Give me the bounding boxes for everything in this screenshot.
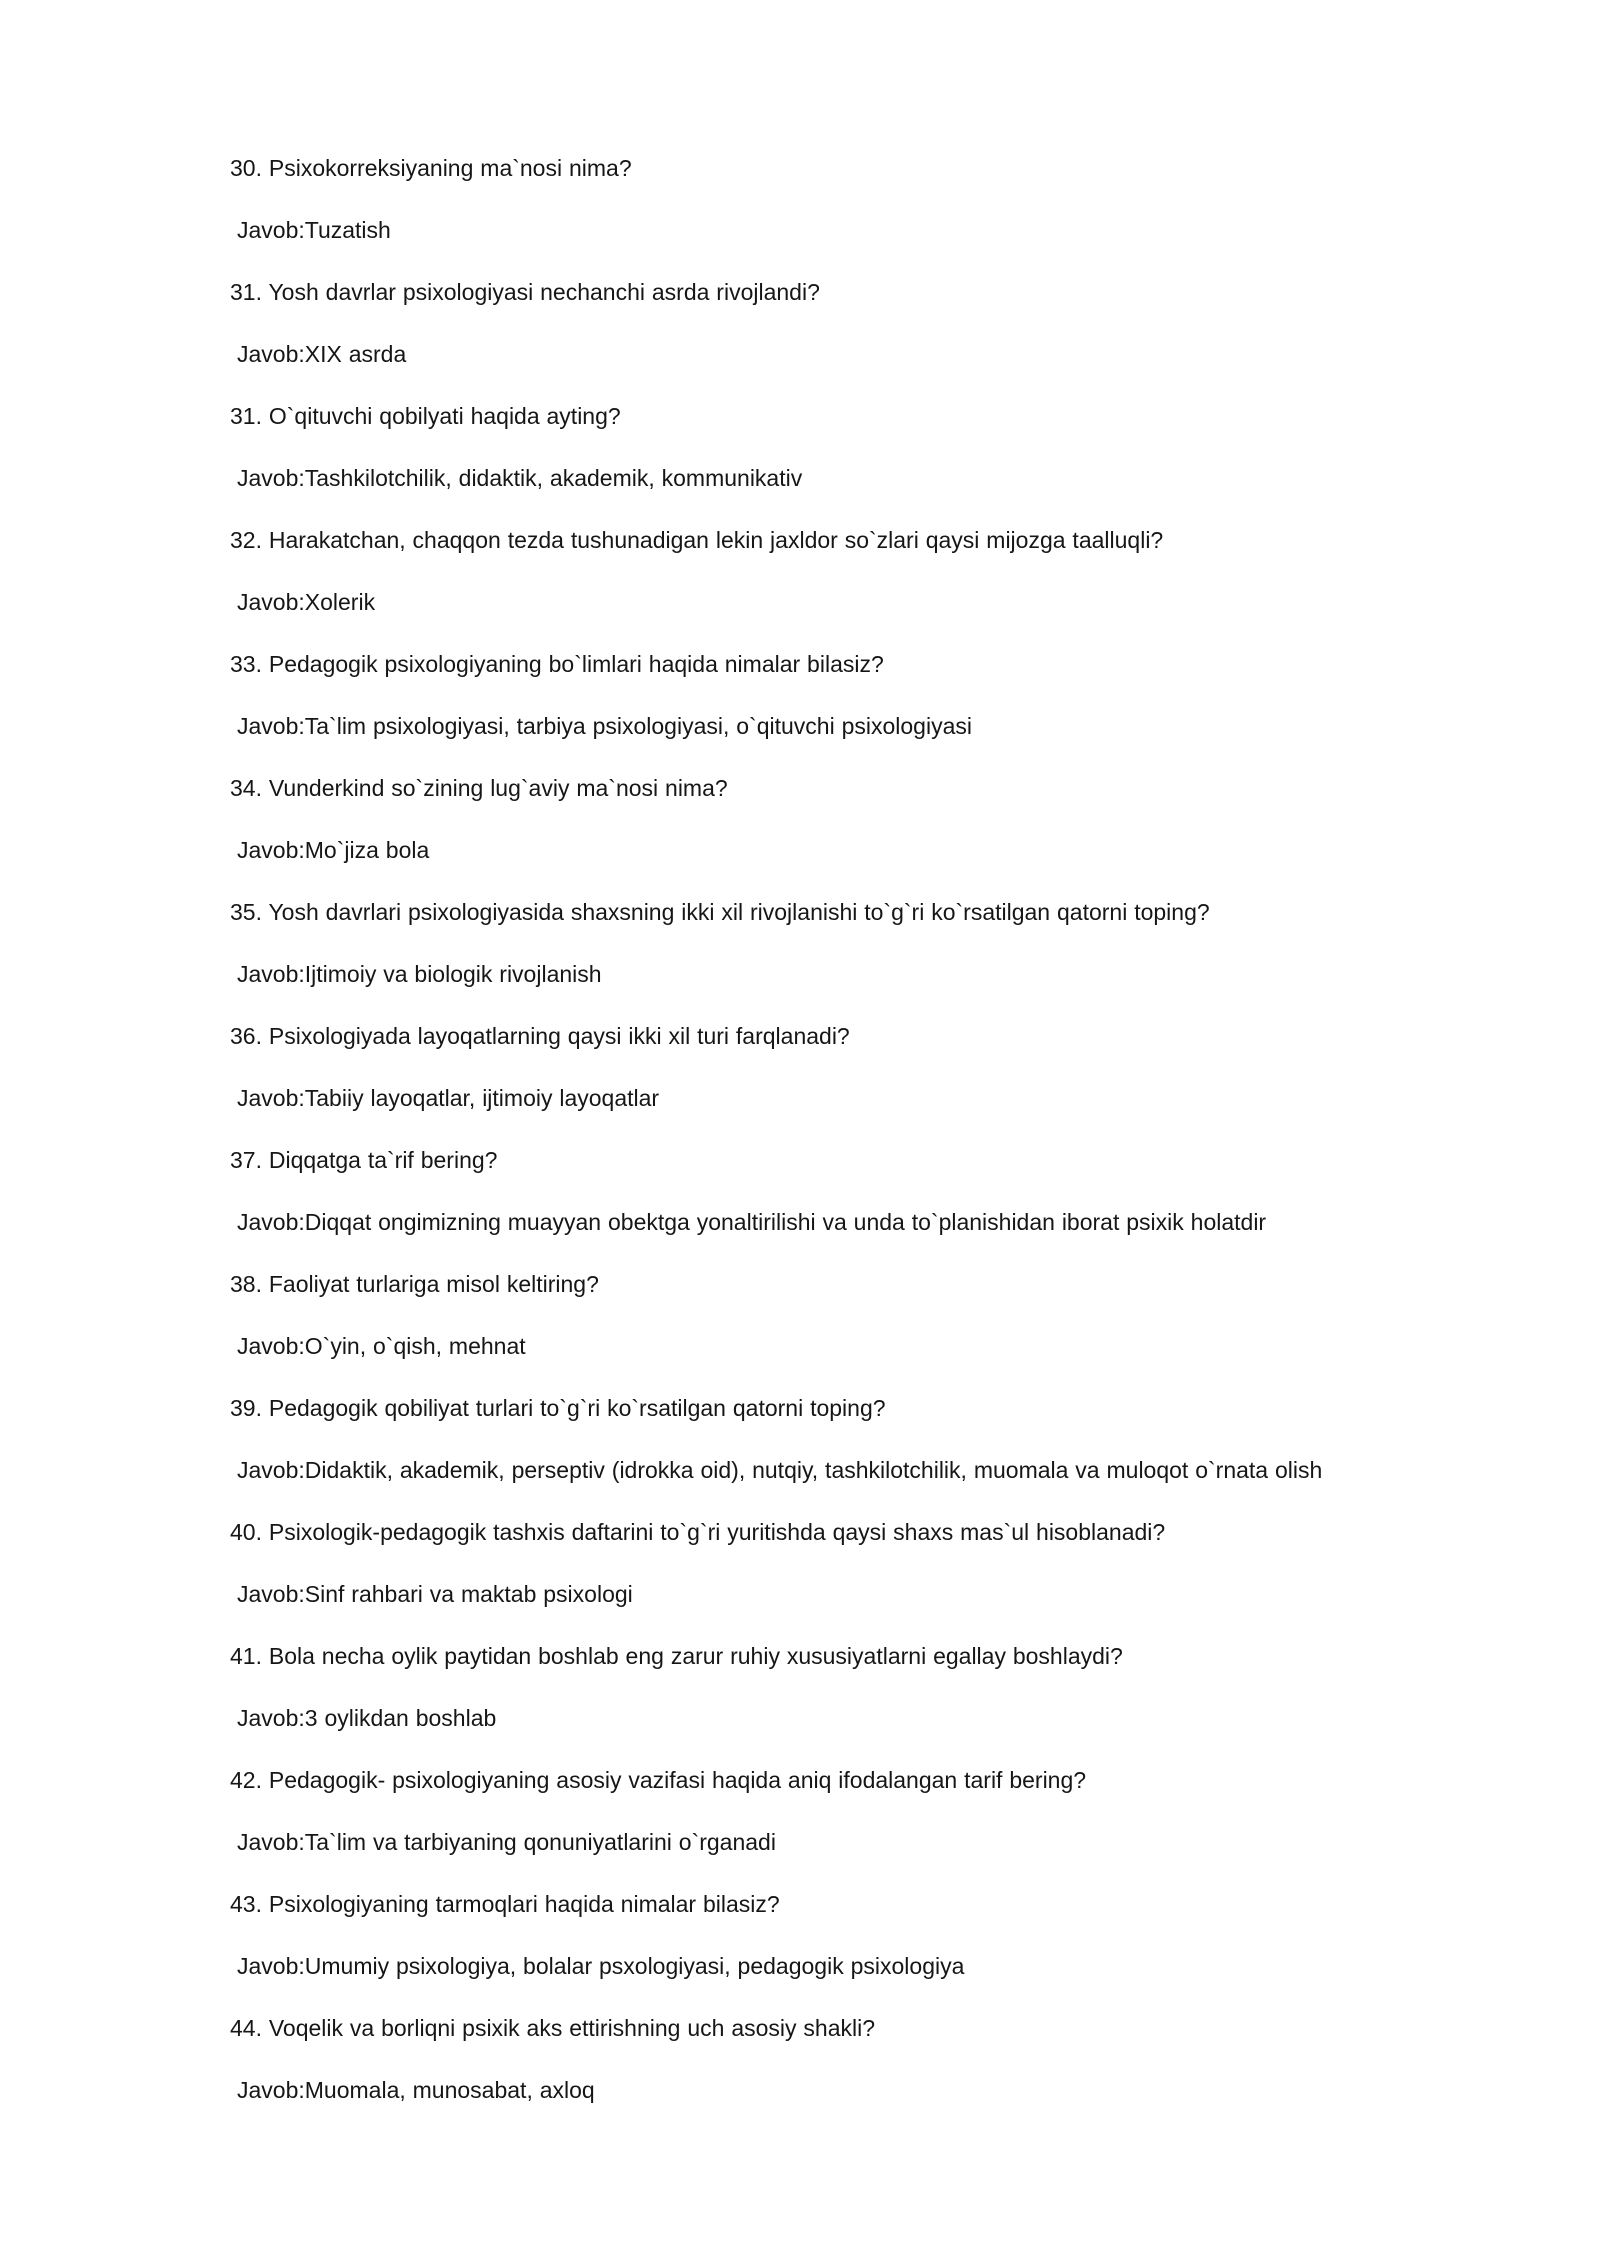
question-line: 31. Yosh davrlar psixologiyasi nechanchi asrda rivojlandi? [230,279,820,305]
answer-line: Javob:Mo`jiza bola [237,837,430,863]
answer-line: Javob:XIX asrda [237,341,407,367]
answer-line: Javob:Tashkilotchilik, didaktik, akademik, kommunikativ [237,465,803,491]
question-line: 44. Voqelik va borliqni psixik aks ettirishning uch asosiy shakli? [230,2015,875,2041]
question-line: 31. O`qituvchi qobilyati haqida ayting? [230,403,621,429]
question-line: 40. Psixologik-pedagogik tashxis daftarini to`g`ri yuritishda qaysi shaxs mas`ul hisoblanadi? [230,1519,1166,1545]
answer-line: Javob:Sinf rahbari va maktab psixologi [237,1581,633,1607]
answer-line: Javob:O`yin, o`qish, mehnat [237,1333,526,1359]
question-line: 35. Yosh davrlari psixologiyasida shaxsning ikki xil rivojlanishi to`g`ri ko`rsatilgan qatorni toping? [230,899,1210,925]
answer-line: Javob:Ta`lim psixologiyasi, tarbiya psixologiyasi, o`qituvchi psixologiyasi [237,713,972,739]
question-line: 39. Pedagogik qobiliyat turlari to`g`ri ko`rsatilgan qatorni toping? [230,1395,886,1421]
answer-line: Javob:Muomala, munosabat, axloq [237,2077,595,2103]
question-line: 36. Psixologiyada layoqatlarning qaysi ikki xil turi farqlanadi? [230,1023,850,1049]
question-line: 30. Psixokorreksiyaning ma`nosi nima? [230,155,632,181]
answer-line: Javob:Ta`lim va tarbiyaning qonuniyatlarini o`rganadi [237,1829,776,1855]
question-line: 38. Faoliyat turlariga misol keltiring? [230,1271,599,1297]
answer-line: Javob:Tabiiy layoqatlar, ijtimoiy layoqatlar [237,1085,660,1111]
question-line: 37. Diqqatga ta`rif bering? [230,1147,498,1173]
answer-line: Javob:3 oylikdan boshlab [237,1705,497,1731]
answer-line: Javob:Xolerik [237,589,376,615]
question-line: 34. Vunderkind so`zining lug`aviy ma`nosi nima? [230,775,728,801]
question-line: 42. Pedagogik- psixologiyaning asosiy vazifasi haqida aniq ifodalangan tarif bering? [230,1767,1087,1793]
qa-text-block [230,150,1448,2109]
answer-line: Javob:Didaktik, akademik, perseptiv (idrokka oid), nutqiy, tashkilotchilik, muomala va muloqot o`rnata olish [237,1457,1323,1483]
answer-line: Javob:Ijtimoiy va biologik rivojlanish [237,961,602,987]
question-line: 41. Bola necha oylik paytidan boshlab eng zarur ruhiy xususiyatlarni egallay boshlaydi? [230,1643,1123,1669]
answer-line: Javob:Tuzatish [237,217,391,243]
question-line: 43. Psixologiyaning tarmoqlari haqida nimalar bilasiz? [230,1891,780,1917]
answer-line: Javob:Diqqat ongimizning muayyan obektga yonaltirilishi va unda to`planishidan iborat psixik holatdir [237,1209,1267,1235]
question-line: 32. Harakatchan, chaqqon tezda tushunadigan lekin jaxldor so`zlari qaysi mijozga taalluqli? [230,527,1164,553]
question-line: 33. Pedagogik psixologiyaning bo`limlari haqida nimalar bilasiz? [230,651,884,677]
answer-line: Javob:Umumiy psixologiya, bolalar psxologiyasi, pedagogik psixologiya [237,1953,965,1979]
